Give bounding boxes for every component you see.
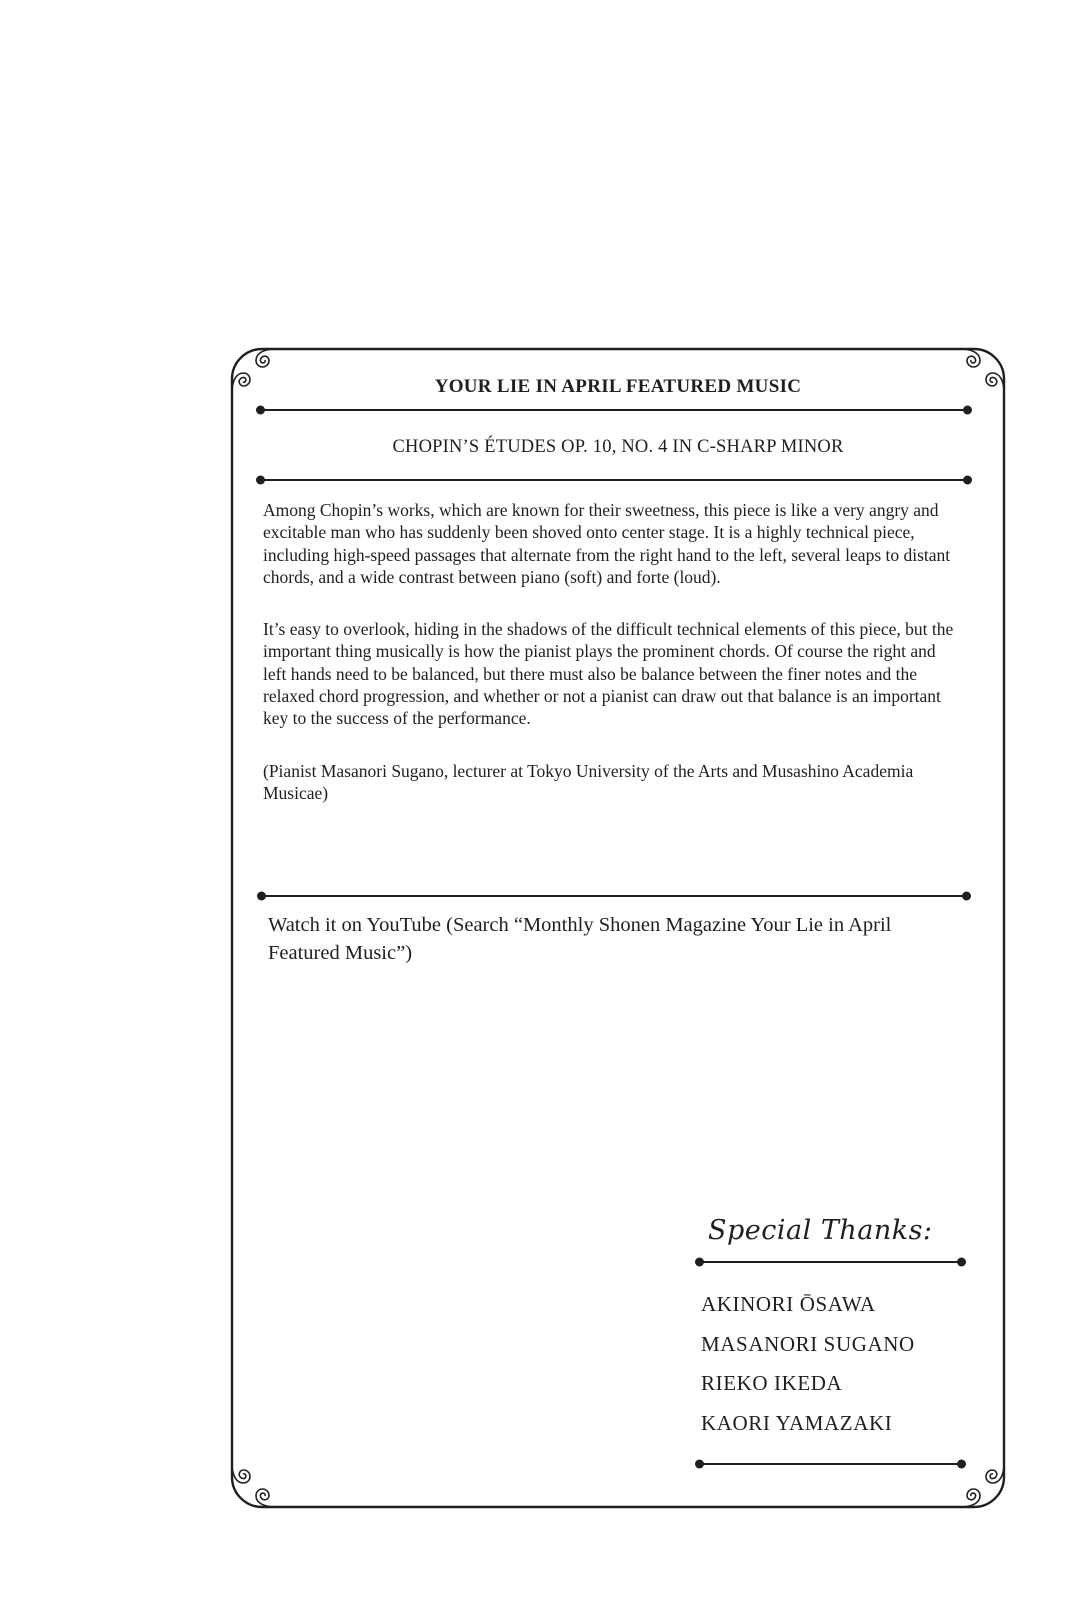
divider-rule [698,1261,963,1263]
youtube-note: Watch it on YouTube (Search “Monthly Shonen Magazine Your Lie in April Featured Music”) [268,914,892,964]
page-title: YOUR LIE IN APRIL FEATURED MUSIC [434,376,802,397]
paragraph-credit: (Pianist Masanori Sugano, lecturer at Tokyo University of the Arts and Musashino Academia Musicae) [263,760,914,803]
list-item: KAORI YAMAZAKI [701,1410,893,1435]
piece-subtitle: CHOPIN’S ÉTUDES OP. 10, NO. 4 IN C-SHARP MINOR [392,437,844,457]
list-item: MASANORI SUGANO [701,1331,915,1356]
paragraph: It’s easy to overlook, hiding in the shadows of the difficult technical elements of this piece, but the important thing musically is how the pianist plays the prominent chords. Of course the right and left hands need to be balanced, but there must also be balance between the finer notes and the relaxed chord progression, and whether or not a pianist can draw out that balance is an important key to the success of the performance. [263,619,954,729]
special-thanks-heading: Special Thanks: [708,1215,933,1246]
commentary-text [263,499,963,834]
paragraph: Among Chopin’s works, which are known for their sweetness, this piece is like a very angry and excitable man who has suddenly been shoved onto center stage. It is a highly technical piece, including high-speed passages that alternate from the right hand to the left, several leaps to distant chords, and a wide contrast between piano (soft) and forte (loud). [263,500,951,587]
divider-rule [698,1463,963,1465]
divider-rule [259,409,969,411]
divider-rule [259,479,969,481]
special-thanks-list [701,1285,981,1443]
list-item: AKINORI ŌSAWA [701,1292,876,1316]
featured-music-page [230,347,1006,1509]
list-item: RIEKO IKEDA [701,1371,843,1395]
divider-rule [260,895,968,897]
